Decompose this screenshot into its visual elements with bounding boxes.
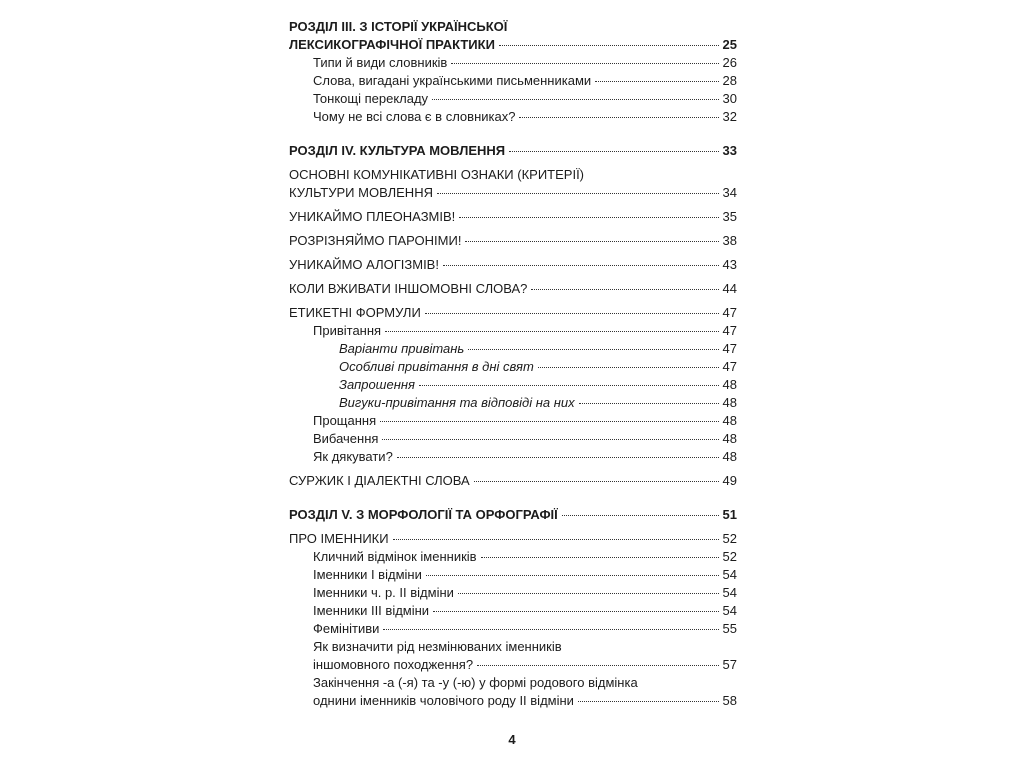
page-ref: 35 <box>722 209 737 224</box>
dot-leader <box>451 63 718 64</box>
page-ref: 49 <box>722 473 737 488</box>
toc-entry[interactable] <box>289 108 737 126</box>
subentry-title: Запрошення <box>339 377 415 392</box>
page-ref: 48 <box>722 449 737 464</box>
table-of-contents <box>289 18 737 710</box>
page-ref: 55 <box>722 621 737 636</box>
toc-section-heading[interactable] <box>289 506 737 524</box>
toc-entry[interactable] <box>289 54 737 72</box>
entry-title: Типи й види словників <box>313 55 448 70</box>
page-ref: 47 <box>722 305 737 320</box>
toc-entry[interactable] <box>289 566 737 584</box>
toc-entry[interactable] <box>289 656 737 674</box>
dot-leader <box>459 217 718 218</box>
entry-title: Іменники ч. р. ІІ відміни <box>313 585 454 600</box>
toc-topic[interactable] <box>289 304 737 322</box>
page-ref: 47 <box>722 341 737 356</box>
section-title-line: РОЗДІЛ ІV. КУЛЬТУРА МОВЛЕННЯ <box>289 143 506 158</box>
page-number: 4 <box>508 732 516 747</box>
entry-title: Як дякувати? <box>313 449 393 464</box>
toc-entry[interactable] <box>289 692 737 710</box>
dot-leader <box>382 439 718 440</box>
dot-leader <box>531 289 718 290</box>
topic-title: КОЛИ ВЖИВАТИ ІНШОМОВНІ СЛОВА? <box>289 281 528 296</box>
section-title-line: РОЗДІЛ ІІІ. З ІСТОРІЇ УКРАЇНСЬКОЇ <box>289 19 508 34</box>
toc-entry[interactable] <box>289 448 737 466</box>
page-ref: 48 <box>722 413 737 428</box>
dot-leader <box>383 629 718 630</box>
toc-topic[interactable] <box>289 232 737 250</box>
dot-leader <box>426 575 719 576</box>
entry-title: Прощання <box>313 413 377 428</box>
dot-leader <box>519 117 718 118</box>
dot-leader <box>595 81 718 82</box>
topic-title: УНИКАЙМО АЛОГІЗМІВ! <box>289 257 439 272</box>
dot-leader <box>499 45 719 46</box>
entry-title: Фемінітиви <box>313 621 380 636</box>
page-ref: 34 <box>722 185 737 200</box>
section-title-line: ЛЕКСИКОГРАФІЧНОЇ ПРАКТИКИ <box>289 37 495 52</box>
toc-entry[interactable] <box>289 430 737 448</box>
entry-title-line: Закінчення -а (-я) та -у (-ю) у формі родового відмінка <box>313 675 638 690</box>
dot-leader <box>477 665 718 666</box>
page-ref: 48 <box>722 395 737 410</box>
topic-title: СУРЖИК І ДІАЛЕКТНІ СЛОВА <box>289 473 470 488</box>
dot-leader <box>578 701 719 702</box>
dot-leader <box>579 403 719 404</box>
dot-leader <box>481 557 719 558</box>
dot-leader <box>474 481 719 482</box>
page-ref: 47 <box>722 359 737 374</box>
entry-title-line: Як визначити рід незмінюваних іменників <box>313 639 562 654</box>
entry-title: Чому не всі слова є в словниках? <box>313 109 516 124</box>
toc-entry[interactable] <box>289 584 737 602</box>
toc-entry[interactable] <box>289 90 737 108</box>
toc-section-heading[interactable] <box>289 142 737 160</box>
toc-entry[interactable] <box>289 602 737 620</box>
toc-topic[interactable] <box>289 208 737 226</box>
entry-title: Слова, вигадані українськими письменниками <box>313 73 592 88</box>
dot-leader <box>509 151 718 152</box>
page-ref: 48 <box>722 431 737 446</box>
page-ref: 51 <box>722 507 737 522</box>
page-ref: 32 <box>722 109 737 124</box>
subentry-title: Особливі привітання в дні свят <box>339 359 534 374</box>
toc-topic[interactable] <box>289 256 737 274</box>
toc-entry[interactable] <box>289 412 737 430</box>
topic-title: ЕТИКЕТНІ ФОРМУЛИ <box>289 305 421 320</box>
toc-subentry[interactable] <box>289 394 737 412</box>
toc-entry[interactable] <box>289 548 737 566</box>
toc-topic[interactable] <box>289 280 737 298</box>
entry-title: Вибачення <box>313 431 379 446</box>
dot-leader <box>465 241 718 242</box>
section-title-line: РОЗДІЛ V. З МОРФОЛОГІЇ ТА ОРФОГРАФІЇ <box>289 507 558 522</box>
entry-title: Іменники ІІІ відміни <box>313 603 430 618</box>
subentry-title: Вигуки-привітання та відповіді на них <box>339 395 575 410</box>
dot-leader <box>538 367 719 368</box>
topic-title: УНИКАЙМО ПЛЕОНАЗМІВ! <box>289 209 456 224</box>
toc-subentry[interactable] <box>289 340 737 358</box>
page-ref: 58 <box>722 693 737 708</box>
page-ref: 38 <box>722 233 737 248</box>
page-ref: 54 <box>722 567 737 582</box>
toc-entry[interactable] <box>289 620 737 638</box>
toc-entry[interactable] <box>289 322 737 340</box>
toc-topic[interactable] <box>289 472 737 490</box>
toc-topic[interactable] <box>289 184 737 202</box>
page-ref: 44 <box>722 281 737 296</box>
dot-leader <box>419 385 719 386</box>
dot-leader <box>425 313 719 314</box>
toc-topic[interactable] <box>289 530 737 548</box>
entry-title: Іменники І відміни <box>313 567 422 582</box>
dot-leader <box>437 193 719 194</box>
topic-title-line: КУЛЬТУРИ МОВЛЕННЯ <box>289 185 433 200</box>
page-ref: 57 <box>722 657 737 672</box>
page-ref: 47 <box>722 323 737 338</box>
dot-leader <box>468 349 718 350</box>
dot-leader <box>397 457 719 458</box>
dot-leader <box>433 611 718 612</box>
dot-leader <box>443 265 719 266</box>
topic-title-line: ОСНОВНІ КОМУНІКАТИВНІ ОЗНАКИ (КРИТЕРІЇ) <box>289 167 585 182</box>
entry-title-line: іншомовного походження? <box>313 657 474 672</box>
entry-title: Кличний відмінок іменників <box>313 549 477 564</box>
page-ref: 52 <box>722 531 737 546</box>
subentry-title: Варіанти привітань <box>339 341 465 356</box>
entry-title: Тонкощі перекладу <box>313 91 429 106</box>
page-ref: 25 <box>722 37 737 52</box>
dot-leader <box>562 515 719 516</box>
topic-title: ПРО ІМЕННИКИ <box>289 531 389 546</box>
topic-title: РОЗРІЗНЯЙМО ПАРОНІМИ! <box>289 233 462 248</box>
page-ref: 48 <box>722 377 737 392</box>
entry-title-line: однини іменників чоловічого роду ІІ відміни <box>313 693 574 708</box>
page-ref: 30 <box>722 91 737 106</box>
page-ref: 52 <box>722 549 737 564</box>
toc-subentry[interactable] <box>289 358 737 376</box>
page-ref: 43 <box>722 257 737 272</box>
dot-leader <box>393 539 719 540</box>
entry-title: Привітання <box>313 323 382 338</box>
dot-leader <box>432 99 718 100</box>
toc-entry[interactable] <box>289 72 737 90</box>
page-ref: 33 <box>722 143 737 158</box>
page-ref: 28 <box>722 73 737 88</box>
dot-leader <box>380 421 718 422</box>
page-ref: 54 <box>722 603 737 618</box>
dot-leader <box>458 593 719 594</box>
dot-leader <box>385 331 718 332</box>
toc-subentry[interactable] <box>289 376 737 394</box>
page-ref: 54 <box>722 585 737 600</box>
page-ref: 26 <box>722 55 737 70</box>
toc-section-heading[interactable] <box>289 36 737 54</box>
